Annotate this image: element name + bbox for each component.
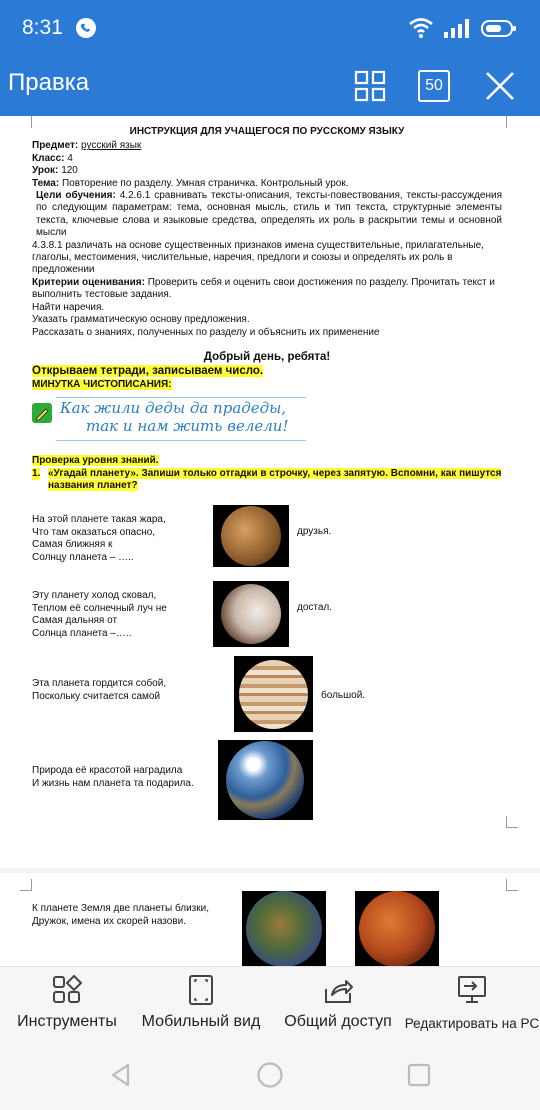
edit-on-pc-label: Редактировать на PC (404, 1016, 540, 1031)
tools-label: Инструменты (17, 1013, 117, 1030)
lesson-label: Урок: (32, 165, 59, 177)
riddle-1-text (32, 514, 166, 564)
page-corner-mark (506, 879, 518, 891)
document-content (32, 126, 502, 492)
page-count-button[interactable] (418, 70, 450, 102)
riddle-line: Самая ближняя к (32, 539, 113, 550)
riddle-line: К планете Земля две планеты близки, (32, 903, 209, 914)
mobile-view-label: Мобильный вид (141, 1013, 261, 1030)
system-nav-bar (0, 1042, 540, 1110)
goals-label: Цели обучения: (36, 190, 116, 202)
bottom-toolbar (0, 966, 540, 1042)
share-icon (322, 975, 354, 1005)
share-button[interactable] (280, 975, 396, 1031)
page-corner-mark (506, 116, 518, 128)
riddle-line: Дружок, имена их скорей назови. (32, 915, 186, 927)
riddle-2-after: достал. (297, 602, 333, 613)
riddle-1-after: друзья. (297, 526, 332, 537)
goal-2: 4.3.8.1 различать на основе существенных признаков имена существительные, прилагательные, глаголы, местоимения, числительные, наречия, предлоги и союзы и определять их роль в предложении (32, 239, 484, 276)
subject-value: русский язык (81, 140, 142, 152)
mobile-view-button[interactable] (136, 975, 266, 1031)
earth-image (218, 740, 313, 820)
riddle-line: Солнцу планета – ….. (32, 551, 134, 563)
criteria-2: Найти наречия. (32, 301, 105, 313)
riddle-3-text (32, 678, 166, 703)
status-bar (0, 0, 540, 56)
document-page-2 (0, 873, 540, 966)
penmanship-title: МИНУТКА ЧИСТОПИСАНИЯ: (32, 378, 172, 390)
class-label: Класс: (32, 152, 65, 164)
subject-label: Предмет: (32, 140, 79, 152)
tools-button[interactable] (12, 975, 122, 1031)
theme-value: Повторение по разделу. Умная страничка. Контрольный урок. (61, 177, 349, 189)
document-viewer[interactable] (0, 116, 540, 966)
criteria-value: Проверить себя и оценить свои достижения по разделу. Прочитать текст и выполнить тестовые задания. (32, 276, 495, 301)
riddle-line: И жизнь нам планета та подарила. (32, 777, 194, 789)
riddle-line: Эту планету холод сковал, (32, 590, 157, 601)
page-corner-mark (20, 879, 32, 891)
riddle-line: Эта планета гордится собой, (32, 678, 167, 689)
handwriting-line-1: Как жили деды да прадеды, (60, 399, 287, 418)
riddle-2-text (32, 590, 167, 640)
task-1 (32, 468, 502, 493)
riddle-line: Что там оказаться опасно, (32, 526, 156, 538)
class-line (32, 153, 502, 165)
grid-icon[interactable] (352, 68, 388, 104)
mars-image (355, 891, 439, 966)
lesson-value: 120 (61, 165, 78, 177)
edit-on-pc-icon (456, 975, 488, 1005)
handwriting-line-2: так и нам жить велели! (86, 417, 289, 436)
page-corner-mark (506, 816, 518, 828)
close-icon[interactable] (482, 68, 518, 104)
task-text: «Угадай планету». Запиши только отгадки в строчку, через запятую. Вспомни, как пишутся названия планет? (48, 467, 502, 491)
page-corner-mark (20, 116, 32, 128)
riddle-3-after: большой. (321, 690, 366, 701)
home-icon[interactable] (256, 1061, 284, 1089)
goals-line (32, 190, 502, 240)
edit-on-pc-button[interactable] (404, 975, 540, 1031)
theme-line (32, 178, 502, 190)
venus-image (242, 891, 326, 966)
criteria-line (32, 277, 502, 302)
battery-icon (482, 21, 516, 36)
page-count: 50 (425, 77, 443, 94)
task-number: 1. (32, 467, 41, 479)
system-icons (408, 16, 518, 40)
class-value: 4 (67, 152, 73, 164)
penmanship-block (32, 397, 502, 441)
riddle-4-text (32, 765, 194, 790)
tools-icon (51, 975, 83, 1005)
share-label: Общий доступ (284, 1013, 392, 1030)
back-icon[interactable] (108, 1062, 134, 1088)
riddle-line: Солнца планета –….. (32, 627, 132, 639)
jupiter-image (234, 656, 313, 732)
riddle-line: Самая дальняя от (32, 615, 118, 626)
riddle-line: Теплом её солнечный луч не (32, 602, 167, 614)
pencil-icon (32, 403, 52, 423)
riddle-line: Поскольку считается самой (32, 690, 161, 702)
criteria-label: Критерии оценивания: (32, 276, 145, 288)
pluto-image (213, 581, 289, 647)
lesson-line (32, 165, 502, 177)
app-title: Правка (8, 69, 90, 96)
goals-value: 4.2.6.1 сравнивать тексты-описания, тексты-повествования, тексты-рассуждения по следующим параметрам: тема, основная мысль, стиль и тип текста, структурные элементы текста, ключевые слова и языковые средства, определять их роль в раскрытии темы и основной мысли (36, 190, 503, 239)
signal-icon (444, 19, 469, 38)
wifi-icon (410, 20, 432, 39)
status-time: 8:31 (22, 16, 63, 39)
app-bar (0, 56, 540, 116)
document-heading: ИНСТРУКЦИЯ ДЛЯ УЧАЩЕГОСЯ ПО РУССКОМУ ЯЗЫКУ (129, 126, 405, 137)
document-page-1 (0, 116, 540, 868)
recents-icon[interactable] (406, 1062, 432, 1088)
criteria-4: Рассказать о знаниях, полученных по разделу и объяснить их применение (32, 326, 380, 338)
greeting: Добрый день, ребята! (203, 350, 331, 363)
subject-line (32, 140, 502, 152)
riddle-line: На этой планете такая жара, (32, 514, 166, 525)
open-notebooks: Открываем тетради, записываем число. (32, 365, 264, 378)
check-level-title: Проверка уровня знаний. (32, 455, 159, 467)
mobile-view-icon (188, 975, 214, 1005)
riddle-line: Природа её красотой наградила (32, 765, 183, 776)
mercury-image (213, 505, 289, 567)
whatsapp-icon (76, 18, 96, 38)
theme-label: Тема: (32, 177, 60, 189)
criteria-3: Указать грамматическую основу предложения. (32, 314, 250, 326)
page2-text (32, 903, 209, 928)
